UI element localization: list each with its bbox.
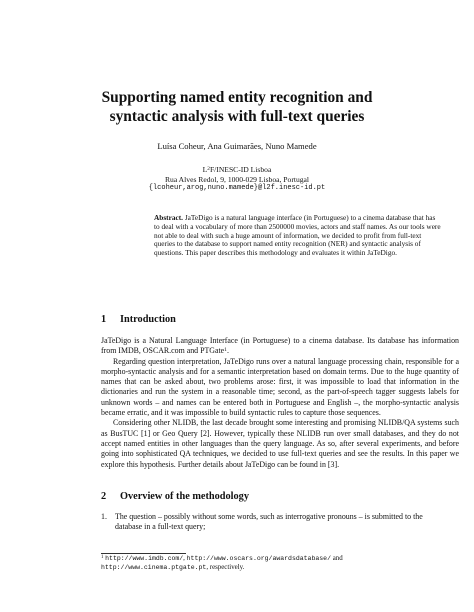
abstract (154, 214, 442, 258)
footnote-rule (101, 553, 186, 554)
title-line-2: syntactic analysis with full-text queries (109, 108, 365, 125)
address: Rua Alves Redol, 9, 1000-029 Lisboa, Portugal (164, 174, 310, 184)
title-line-1: Supporting named entity recognition and (101, 89, 373, 106)
intro-paragraph-3: Considering other NLIDB, the last decade brought some interesting and promising NLIDB/QA systems such as BusTUC [1] or Geo Query [2]. However, typically these NLIDB run over small databases, and they do not accept named entities in other languages than the query language. As so, after several experiments, and before going into sophisticated QA techniques, we decided to use full-text queries and see the results. In this paper we explore this hypothesis. Further details about JaTeDigo can be found in [3]. (101, 418, 459, 469)
emails: {lcoheur,arog,nuno.mamede}@l2f.inesc-id.pt (148, 184, 326, 193)
footnote: $^1$ http://www.imdb.com/, http://www.oscars.org/awardsdatabase/ and http://www.cinema.ptgate.pt, respectively. (101, 555, 343, 571)
section-heading-introduction: 1 Introduction (101, 314, 176, 325)
abstract-label: Abstract. (154, 213, 183, 222)
abstract-text: JaTeDigo is a natural language interface (in Portuguese) to a cinema database that has to deal with a vocabulary of more than 2500000 movies, actors and staff names. As our tools were not able to deal with such a huge amount of information, we decided to profit from full-text queries to the database to support named entity recognition (NER) and syntactic analysis of questions. This paper describes this methodology and evaluates it within JaTeDigo. (154, 213, 441, 257)
lab-name: $L^2F/INESC-ID$ Lisboa (202, 165, 272, 174)
intro-paragraph-2: Regarding question interpretation, JaTeDigo runs over a natural language processing chain, responsible for a morpho-syntactic analysis and for a semantic interpretation based on domain terms. Due to the huge quantity of names that can be asked about, two problems arose: first, it was impossible to load that information in the dictionaries and run the system in a reasonable time; second, as the part-of-speech tagger suggests labels for unknown words – and names can be entered both in Portuguese and English –, the morpho-syntactic analysis became erratic, and it was impossible to build syntactic rules to capture those sequences. (101, 356, 459, 418)
section-heading-methodology: 2 Overview of the methodology (101, 491, 249, 502)
affiliation (60, 165, 414, 194)
introduction-body (101, 336, 459, 470)
paper-title (60, 88, 414, 126)
list-item: 1. The question – possibly without some words, such as interrogative pronouns – is submitted to the database in a full-text query; (101, 512, 423, 532)
authors: Luísa Coheur, Ana Guimarães, Nuno Mamede (157, 141, 317, 151)
intro-paragraph-1: JaTeDigo is a Natural Language Interface (in Portuguese) to a cinema database. Its database has information from IMDB, OSCAR.com and PTGate$^1$. (101, 336, 459, 356)
